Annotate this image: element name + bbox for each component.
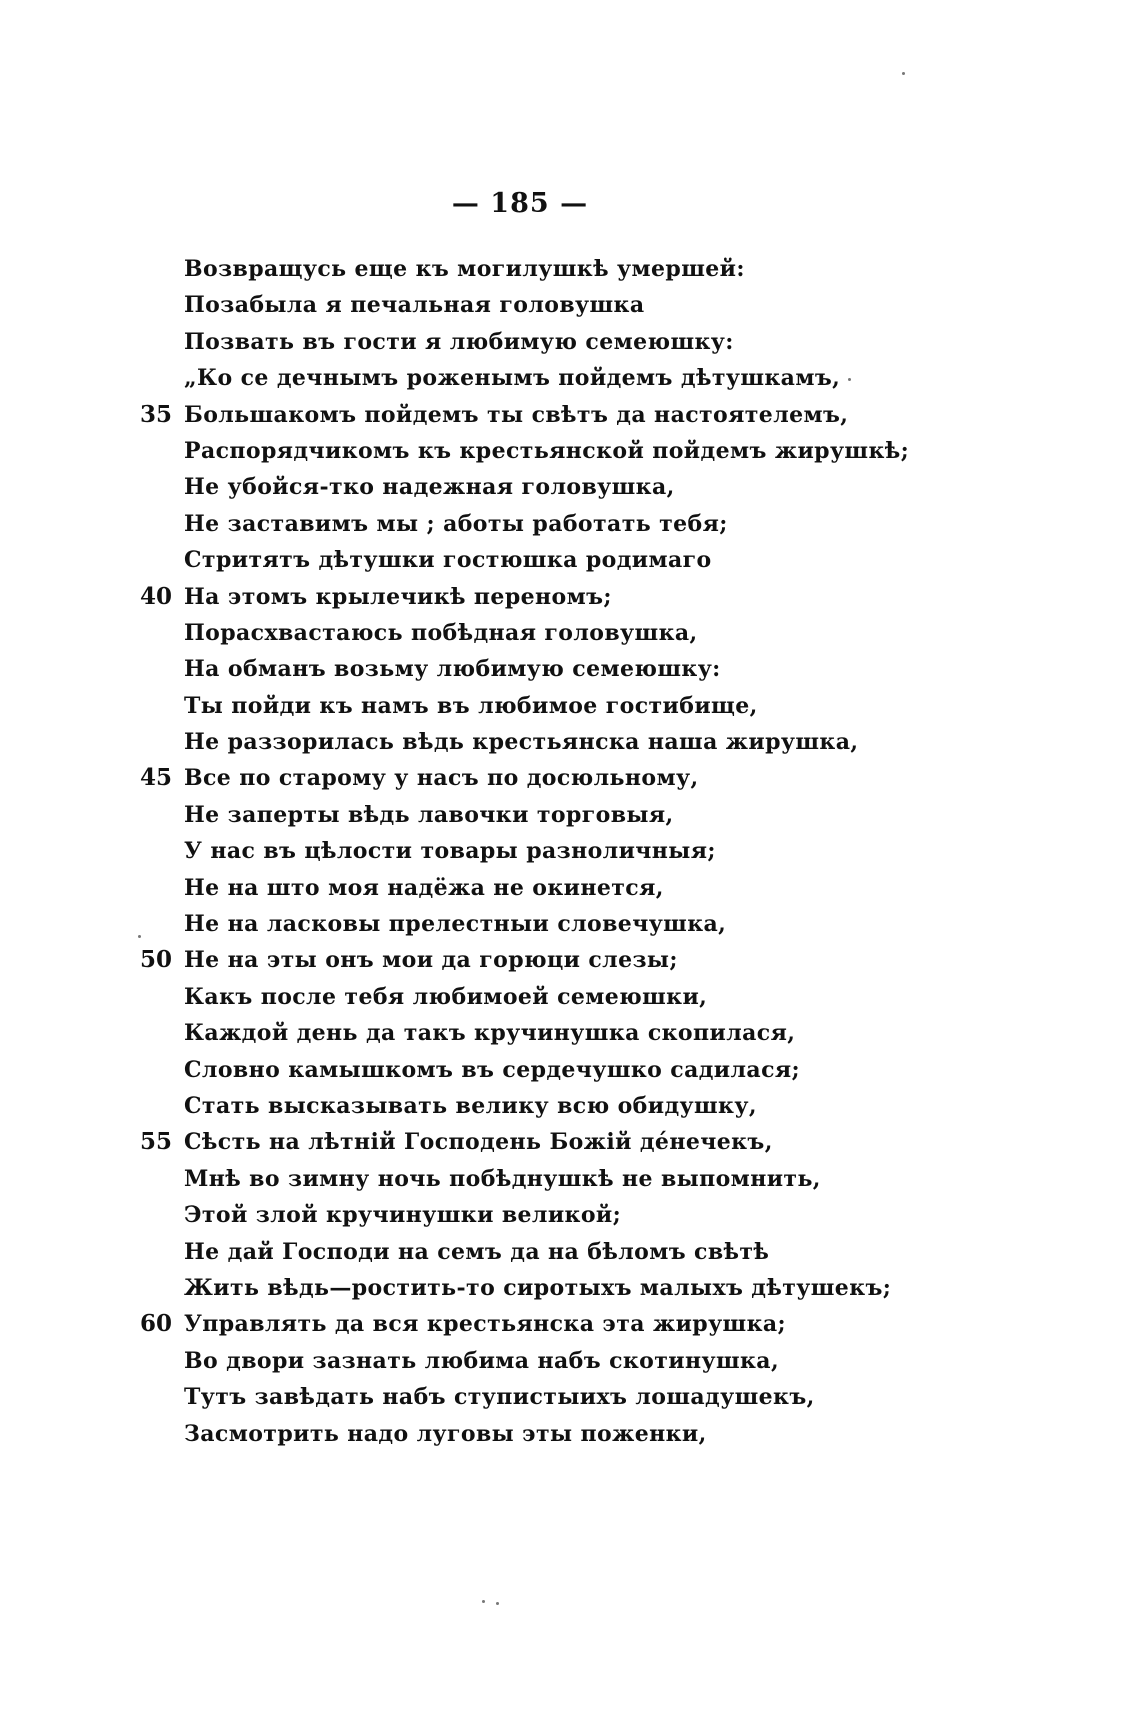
- line-text: Большакомъ пойдемъ ты свѣтъ да настоятелемъ,: [184, 401, 849, 428]
- poem-line: [140, 1379, 1040, 1415]
- poem-line: [140, 469, 1040, 505]
- poem-line: [140, 797, 1040, 833]
- poem-line: [140, 615, 1040, 651]
- poem-line: [140, 942, 1040, 978]
- scan-speck: [496, 1602, 499, 1605]
- line-number: 55: [140, 1128, 173, 1156]
- line-text: Сѣсть на лѣтній Господень Божій де́нечекъ,: [184, 1129, 773, 1156]
- line-text: У нас въ цѣлости товары разноличныя;: [184, 838, 716, 865]
- poem-line: [140, 1015, 1040, 1051]
- poem-line: [140, 1234, 1040, 1270]
- line-text: Управлять да вся крестьянска эта жирушка;: [184, 1311, 787, 1338]
- line-text: Какъ после тебя любимоей семеюшки,: [184, 983, 708, 1010]
- poem-line: [140, 833, 1040, 869]
- poem-line: [140, 979, 1040, 1015]
- line-text: Порасхвастаюсь побѣдная головушка,: [184, 619, 698, 646]
- poem-line: [140, 433, 1040, 469]
- poem-text: [140, 251, 1040, 1452]
- line-text: Не на што моя надёжа не окинется,: [184, 874, 664, 901]
- line-number: 40: [140, 582, 173, 610]
- line-text: Не на ласковы прелестныи словечушка,: [184, 911, 727, 938]
- poem-line: [140, 579, 1040, 615]
- poem-line: [140, 1270, 1040, 1306]
- line-text: Засмотрить надо луговы эты поженки,: [184, 1420, 707, 1447]
- poem-line: [140, 760, 1040, 796]
- line-text: „Ко се дечнымъ роженымъ пойдемъ дѣтушкамъ,: [184, 365, 841, 392]
- scan-speck: [848, 378, 851, 381]
- line-text: Стритятъ дѣтушки гостюшка родимаго: [184, 547, 712, 574]
- line-text: Не на эты онъ мои да горюци слезы;: [184, 947, 678, 974]
- poem-line: [140, 506, 1040, 542]
- poem-line: [140, 1306, 1040, 1342]
- line-number: 50: [140, 946, 173, 974]
- line-number: 60: [140, 1310, 173, 1338]
- line-text: Не заставимъ мы ; аботы работать тебя;: [184, 510, 728, 537]
- poem-line: [140, 251, 1040, 287]
- line-text: Стать высказывать велику всю обидушку,: [184, 1092, 757, 1119]
- line-text: Словно камышкомъ въ сердечушко садилася;: [184, 1056, 801, 1083]
- line-number: 45: [140, 764, 173, 792]
- poem-line: [140, 1052, 1040, 1088]
- line-number: 35: [140, 400, 173, 428]
- line-text: Не дай Господи на семъ да на бѣломъ свѣтѣ: [184, 1238, 770, 1265]
- poem-line: [140, 1416, 1040, 1452]
- poem-line: [140, 1197, 1040, 1233]
- line-text: Распорядчикомъ къ крестьянской пойдемъ жирушкѣ;: [184, 437, 910, 464]
- line-text: Ты пойди къ намъ въ любимое гостибище,: [184, 692, 758, 719]
- poem-line: [140, 397, 1040, 433]
- line-text: Позвать въ гости я любимую семеюшку:: [184, 328, 734, 355]
- line-text: Не убойся-тко надежная головушка,: [184, 474, 675, 501]
- line-text: Этой злой кручинушки великой;: [184, 1202, 622, 1229]
- scan-speck: [902, 72, 905, 75]
- line-text: Не заперты вѣдь лавочки торговыя,: [184, 801, 674, 828]
- poem-line: [140, 870, 1040, 906]
- poem-line: [140, 1124, 1040, 1160]
- line-text: На этомъ крылечикѣ переномъ;: [184, 583, 612, 610]
- scan-speck: [482, 1600, 485, 1603]
- poem-line: [140, 651, 1040, 687]
- line-text: Тутъ завѣдать набъ ступистыихъ лошадушекъ,: [184, 1384, 815, 1411]
- line-text: На обманъ возьму любимую семеюшку:: [184, 656, 721, 683]
- poem-line: [140, 688, 1040, 724]
- poem-line: [140, 906, 1040, 942]
- line-text: Жить вѣдь—ростить-то сиротыхъ малыхъ дѣтушекъ;: [184, 1274, 892, 1301]
- poem-line: [140, 1343, 1040, 1379]
- line-text: Все по старому у насъ по досюльному,: [184, 765, 699, 792]
- line-text: Возвращусь еще къ могилушкѣ умершей:: [184, 256, 745, 282]
- line-text: Во двори зазнать любима набъ скотинушка,: [184, 1347, 780, 1374]
- poem-line: [140, 542, 1040, 578]
- page-number: — 185 —: [451, 188, 589, 219]
- poem-line: [140, 360, 1040, 396]
- poem-line: [140, 724, 1040, 760]
- line-text: Каждой день да такъ кручинушка скопилася,: [184, 1020, 796, 1047]
- line-text: Мнѣ во зимну ночь побѣднушкѣ не выпомнить,: [184, 1165, 821, 1192]
- poem-line: [140, 1088, 1040, 1124]
- poem-line: [140, 324, 1040, 360]
- poem-line: [140, 1161, 1040, 1197]
- line-text: Не раззорилась вѣдь крестьянска наша жирушка,: [184, 729, 859, 756]
- scan-speck: [138, 935, 141, 938]
- line-text: Позабыла я печальная головушка: [184, 292, 645, 319]
- poem-line: [140, 287, 1040, 323]
